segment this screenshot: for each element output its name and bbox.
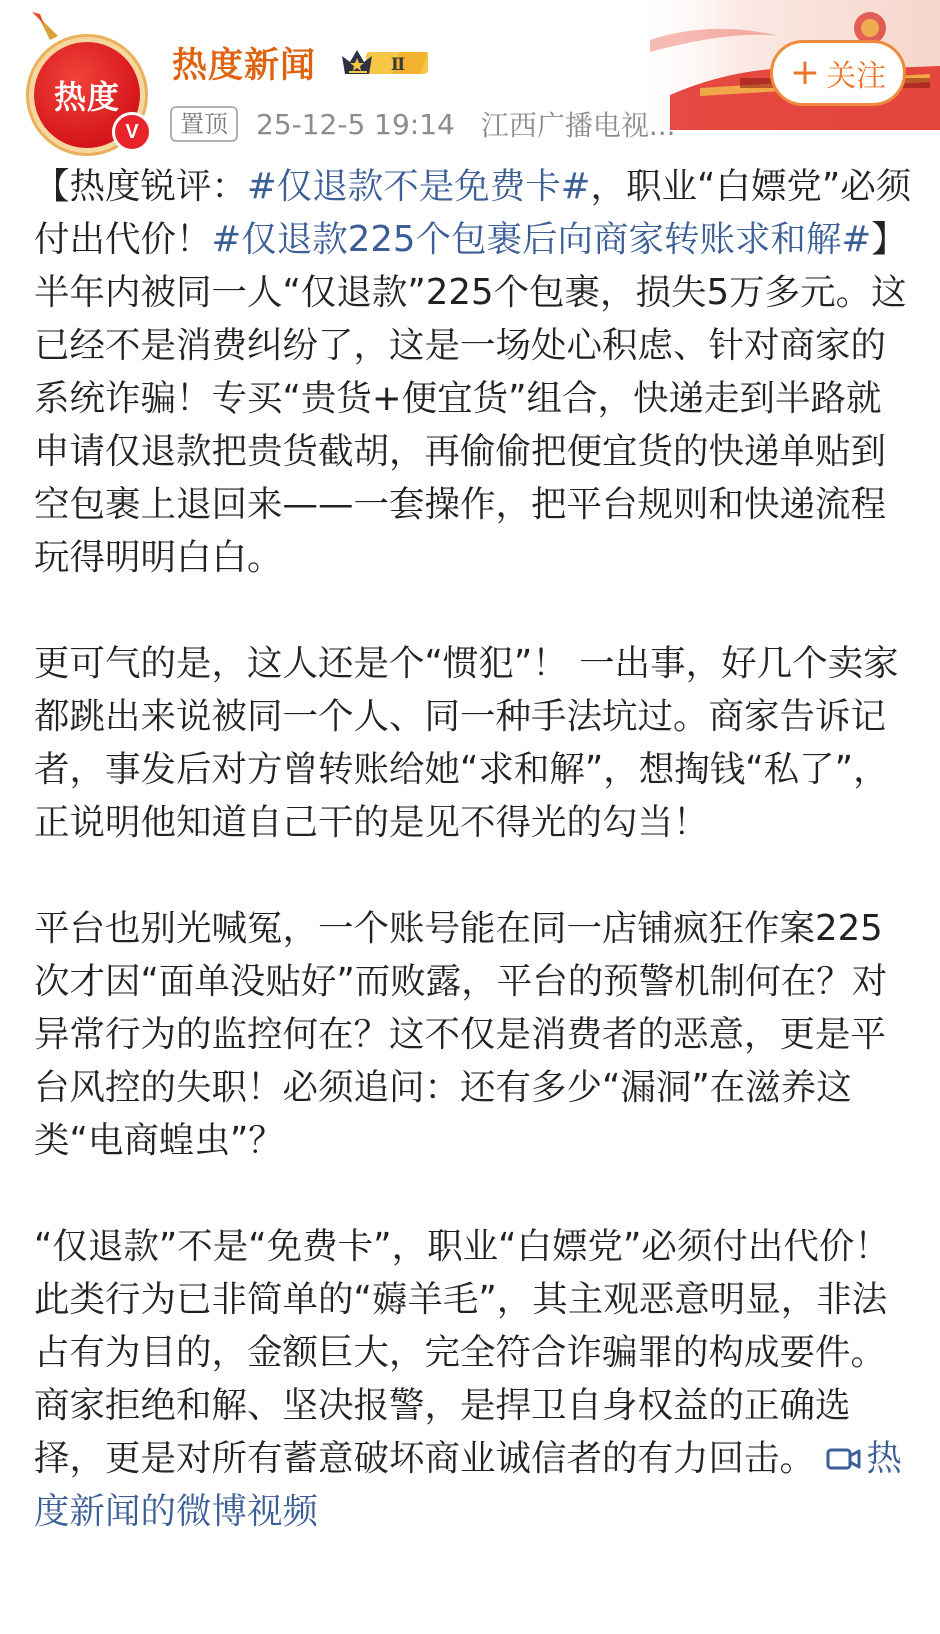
- follow-label: 关注: [826, 59, 887, 94]
- account-name[interactable]: 热度新闻: [172, 46, 317, 86]
- level-label: Ⅱ: [390, 55, 406, 75]
- paragraph-1: [34, 160, 914, 584]
- post-text: [34, 160, 914, 1538]
- plus-icon: +: [789, 52, 821, 93]
- paragraph-4: [34, 1220, 914, 1538]
- torch-icon: [28, 10, 68, 50]
- post-time: 25-12-5 19:14: [256, 107, 455, 141]
- comment-lead: 【热度锐评：: [34, 166, 248, 207]
- follow-button[interactable]: [770, 40, 906, 106]
- avatar-text: 热度: [53, 78, 120, 116]
- hashtag-refund-225[interactable]: #仅退款225个包裹后向商家转账求和解#: [211, 219, 872, 260]
- post-source[interactable]: 江西广播电视...: [480, 109, 676, 142]
- paragraph-1-rest: 】半年内被同一人“仅退款”225个包裹，损失5万多元。这已经不是消费纠纷了，这是一场处心积虑、针对商家的系统诈骗！专买“贵货+便宜货”组合，快递走到半路就申请仅退款把贵货截胡，再偷偷把便宜货的快递单贴到空包裹上退回来——一套操作，把平台规则和快递流程玩得明明白白。: [34, 219, 907, 578]
- paragraph-2: 更可气的是，这人还是个“惯犯”！ 一出事，好几个卖家都跳出来说被同一个人、同一种手法坑过。商家告诉记者，事发后对方曾转账给她“求和解”，想掏钱“私了”，正说明他知道自己干的是见不得光的勾当！: [34, 643, 899, 843]
- comment-mid: ，职业“白嫖党”必须付出代价！: [34, 166, 912, 260]
- verified-icon: V: [112, 112, 152, 152]
- hashtag-refund-not-free[interactable]: #仅退款不是免费卡#: [247, 166, 591, 207]
- paragraph-3: 平台也别光喊冤，一个账号能在同一店铺疯狂作案225次才因“面单没贴好”而败露，平台的预警机制何在？对异常行为的监控何在？这不仅是消费者的恶意，更是平台风控的失职！必须追问：还有多少“漏洞”在滋养这类“电商蝗虫”？: [34, 908, 888, 1161]
- video-camera-icon: [826, 1444, 862, 1474]
- paragraph-4-text: “仅退款”不是“免费卡”，职业“白嫖党”必须付出代价！此类行为已非简单的“薅羊毛”，其主观恶意明显，非法占有为目的，金额巨大，完全符合诈骗罪的构成要件。商家拒绝和解、坚决报警，是捍卫自身权益的正确选择，更是对所有蓄意破坏商业诚信者的有力回击。: [34, 1226, 890, 1479]
- post-meta: [170, 104, 676, 144]
- avatar[interactable]: [24, 10, 144, 143]
- pinned-tag: 置顶: [170, 106, 238, 142]
- video-link-label: 热度新闻的微博视频: [34, 1438, 902, 1532]
- level-crown-icon[interactable]: [340, 46, 432, 80]
- post-header: [0, 0, 940, 150]
